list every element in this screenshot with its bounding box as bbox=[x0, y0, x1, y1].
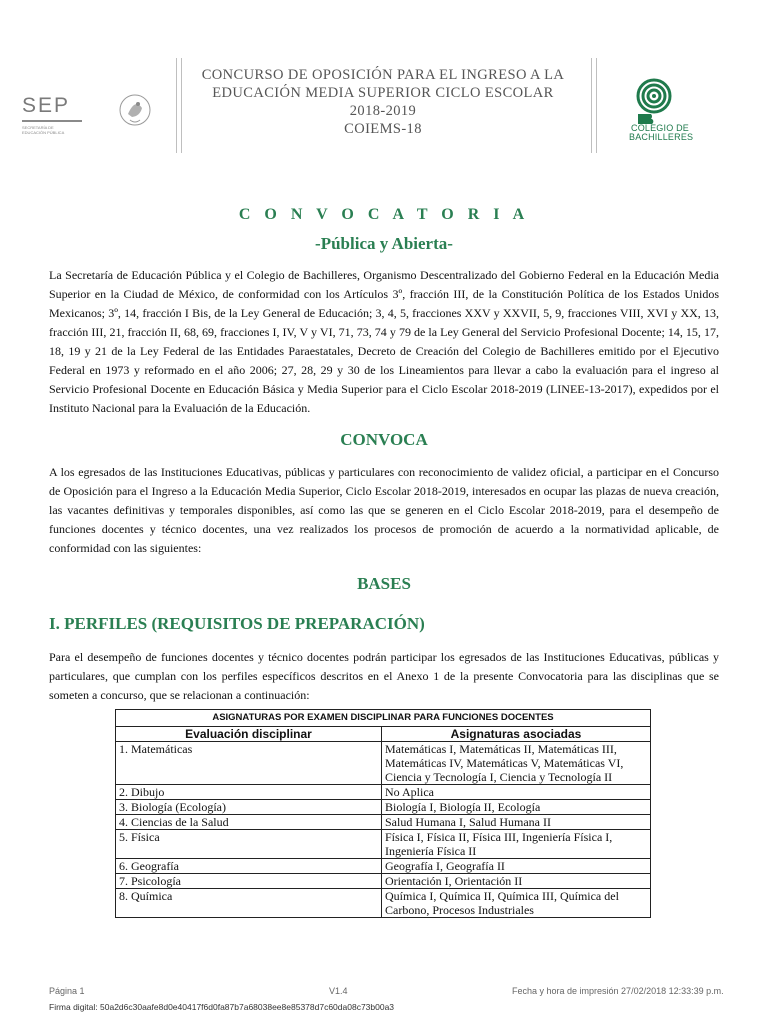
table-title: ASIGNATURAS POR EXAMEN DISCIPLINAR PARA FUNCIONES DOCENTES bbox=[116, 710, 651, 727]
title-line-1: CONCURSO DE OPOSICIÓN PARA EL INGRESO A LA bbox=[201, 67, 565, 83]
table-row bbox=[116, 874, 651, 889]
table-row bbox=[116, 889, 651, 918]
convocatoria-title: C O N V O C A T O R I A bbox=[238, 206, 530, 223]
column-header-asignaturas: Asignaturas asociadas bbox=[382, 727, 651, 742]
table-row bbox=[116, 742, 651, 785]
asignaturas-table bbox=[115, 709, 651, 918]
table-cell-evaluacion: 7. Psicología bbox=[116, 874, 382, 889]
convoca-paragraph: A los egresados de las Instituciones Educativas, públicas y particulares con reconocimiento de validez oficial, a participar en el Concurso de Oposición para el Ingreso a la Educación Media Superior, Ciclo Escolar 2018-2019, interesados en ocupar las plazas de nueva creación, las vacantes definitivas y temporales disponibles, así como las que se generen en el Ciclo Escolar 2018-2019, para el desempeño de funciones docentes y técnico docentes, una vez realizados los procesos de promoción de acuerdo a la normatividad aplicable, de conformidad con las siguientes: bbox=[49, 465, 719, 555]
perfiles-paragraph: Para el desempeño de funciones docentes y técnico docentes podrán participar los egresados de las Instituciones Educativas, públicas y particulares, que cumplan con los perfiles específicos descritos en el Anexo 1 de la presente Convocatoria para las disciplinas que se someten a concurso, que se relacionan a continuación: bbox=[49, 650, 719, 702]
title-line-3: 2018-2019 bbox=[349, 103, 417, 119]
divider-right-1 bbox=[591, 58, 592, 153]
footer-print-date: Fecha y hora de impresión 27/02/2018 12:33:39 p.m. bbox=[512, 986, 724, 996]
cb-spiral-icon bbox=[632, 78, 680, 124]
table-cell-evaluacion: 6. Geografía bbox=[116, 859, 382, 874]
table-title-row bbox=[116, 710, 651, 727]
table-row bbox=[116, 815, 651, 830]
divider-left-2 bbox=[181, 58, 182, 153]
table-row bbox=[116, 785, 651, 800]
title-line-4: COIEMS-18 bbox=[344, 121, 422, 137]
cb-logo-line1: COLEGIO DE bbox=[631, 123, 690, 133]
column-header-evaluacion: Evaluación disciplinar bbox=[116, 727, 382, 742]
table-cell-evaluacion: 1. Matemáticas bbox=[116, 742, 382, 785]
table-cell-evaluacion: 3. Biología (Ecología) bbox=[116, 800, 382, 815]
table-cell-evaluacion: 4. Ciencias de la Salud bbox=[116, 815, 382, 830]
table-cell-asignaturas: Física I, Física II, Física III, Ingeniería Física I, Ingeniería Física II bbox=[382, 830, 651, 859]
sep-logo-subtitle-1: SECRETARÍA DE bbox=[22, 125, 54, 130]
perfiles-heading: I. PERFILES (REQUISITOS DE PREPARACIÓN) bbox=[49, 614, 425, 633]
sep-logo bbox=[22, 95, 100, 135]
table-cell-asignaturas: Orientación I, Orientación II bbox=[382, 874, 651, 889]
sep-logo-subtitle-2: EDUCACIÓN PÚBLICA bbox=[22, 130, 65, 135]
national-seal-icon bbox=[118, 90, 152, 132]
header-title bbox=[190, 66, 576, 138]
table-row bbox=[116, 800, 651, 815]
divider-right-2 bbox=[596, 58, 597, 153]
convoca-heading: CONVOCA bbox=[340, 430, 428, 449]
table-cell-evaluacion: 2. Dibujo bbox=[116, 785, 382, 800]
title-line-2: EDUCACIÓN MEDIA SUPERIOR CICLO ESCOLAR bbox=[212, 85, 554, 101]
table-row bbox=[116, 859, 651, 874]
table-cell-asignaturas: Matemáticas I, Matemáticas II, Matemáticas III, Matemáticas IV, Matemáticas V, Matemáticas VI, Ciencia y Tecnología I, Ciencia y Tecnología II bbox=[382, 742, 651, 785]
table-cell-asignaturas: Biología I, Biología II, Ecología bbox=[382, 800, 651, 815]
footer-page-number: Página 1 bbox=[49, 986, 85, 996]
intro-paragraph: La Secretaría de Educación Pública y el Colegio de Bachilleres, Organismo Descentralizado del Gobierno Federal en la Educación Media Superior en la Ciudad de México, de conformidad con los Artículos 3º, fracción III, de la Constitución Política de los Estados Unidos Mexicanos; 3º, 14, fracción I Bis, de la Ley General de Educación; 3, 4, 5, fracciones XXV y XXVII, 5, 9, fracciones VIII, XVI y XX, 13, fracción III, 21, fracción II, 68, 69, fracciones I, IV, V y VI, 71, 73, 74 y 79 de la Ley General del Servicio Profesional Docente; 14, 15, 17, 18, 19 y 21 de la Ley Federal de las Entidades Paraestatales, Decreto de Creación del Colegio de Bachilleres emitido por el Ejecutivo Federal en 1973 y reformado en el año 2006; 27, 28, 29 y 30 de los Lineamientos para llevar a cabo la evaluación para el ingreso al Servicio Profesional Docente en Educación Básica y Media Superior para el Ciclo Escolar 2018-2019 (LINEE-13-2017), expedidos por el Instituto Nacional para la Evaluación de la Educación. bbox=[49, 268, 719, 415]
table-cell-evaluacion: 8. Química bbox=[116, 889, 382, 918]
table-cell-evaluacion: 5. Física bbox=[116, 830, 382, 859]
footer-version: V1.4 bbox=[329, 986, 348, 996]
table-row bbox=[116, 830, 651, 859]
divider-left-1 bbox=[176, 58, 177, 153]
table-cell-asignaturas: Salud Humana I, Salud Humana II bbox=[382, 815, 651, 830]
convocatoria-subtitle: -Pública y Abierta- bbox=[315, 234, 453, 253]
table-cell-asignaturas: Química I, Química II, Química III, Química del Carbono, Procesos Industriales bbox=[382, 889, 651, 918]
table-cell-asignaturas: Geografía I, Geografía II bbox=[382, 859, 651, 874]
bases-heading: BASES bbox=[357, 574, 411, 593]
cb-logo-line2: BACHILLERES bbox=[629, 132, 694, 142]
colegio-bachilleres-logo bbox=[626, 78, 696, 142]
footer-digital-signature: Firma digital: 50a2d6c30aafe8d0e40417f6d0fa87b7a68038ee8e85378d7c60da08c73b00a3 bbox=[49, 1002, 395, 1012]
table-cell-asignaturas: No Aplica bbox=[382, 785, 651, 800]
table-header-row bbox=[116, 727, 651, 742]
sep-logo-name: SEP bbox=[22, 94, 71, 117]
